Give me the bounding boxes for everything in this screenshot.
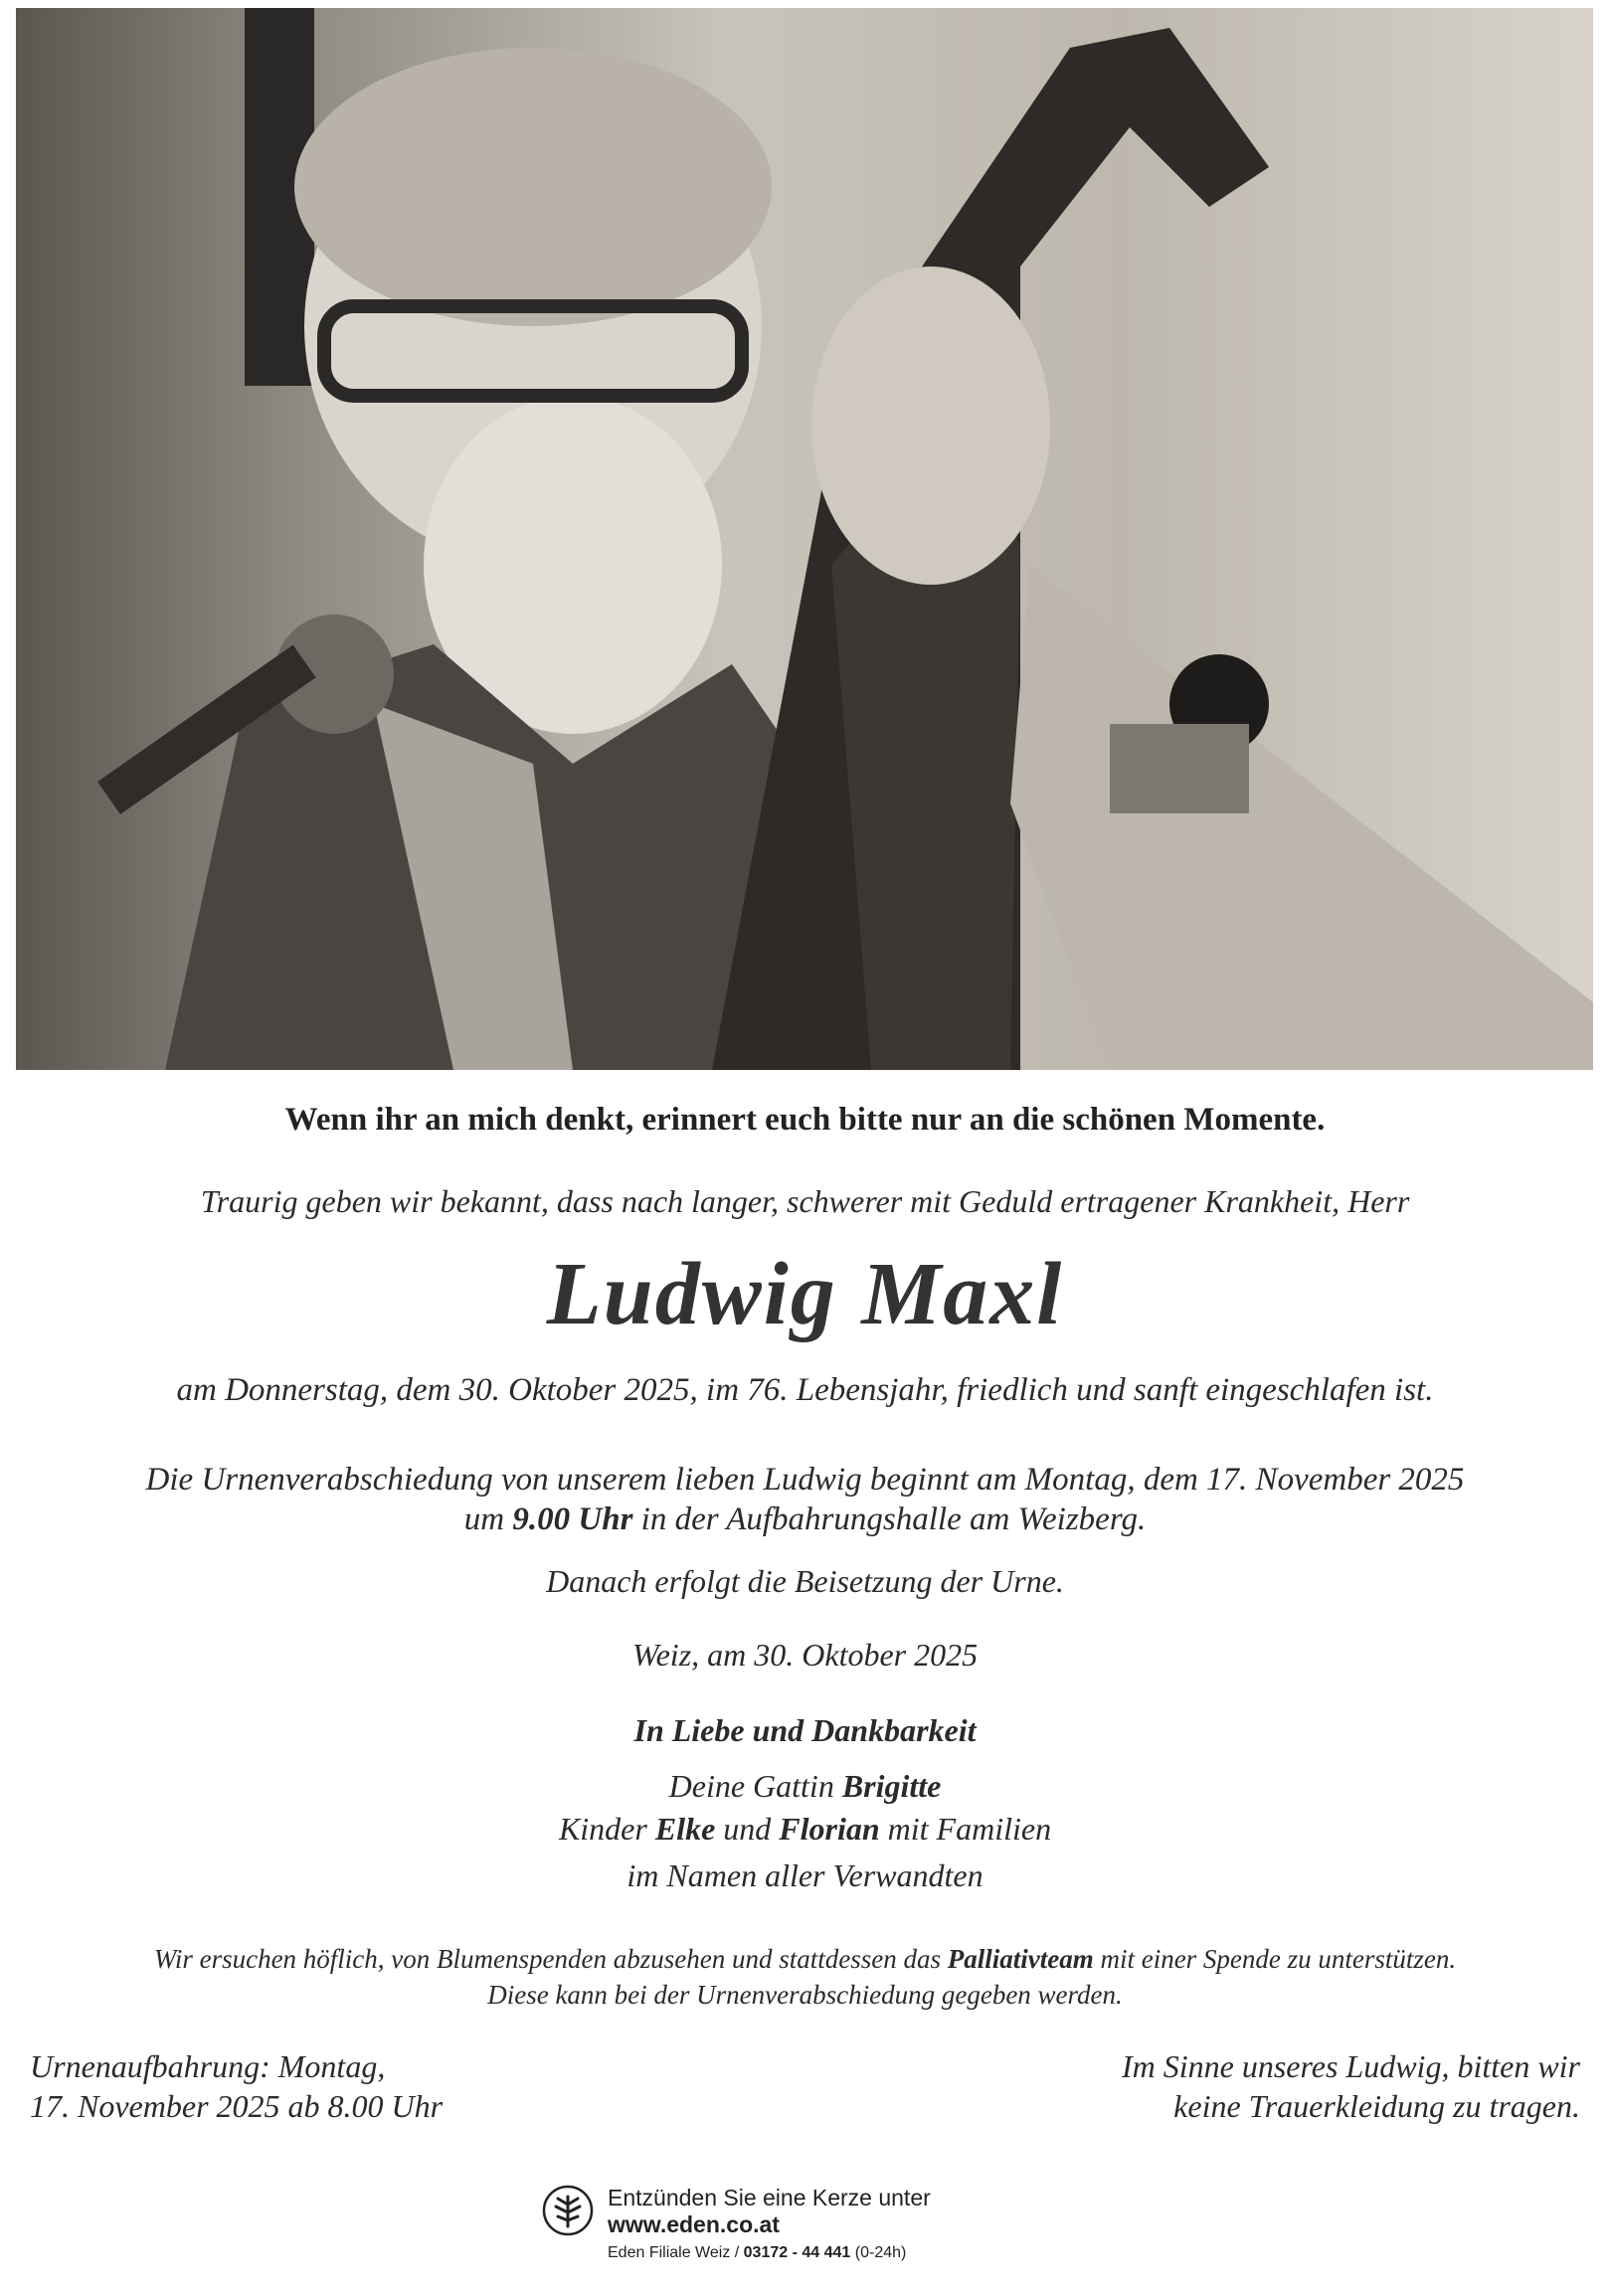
death-notice: am Donnerstag, dem 30. Oktober 2025, im 76. Lebensjahr, friedlich und sanft eingeschlafen ist.: [176, 1372, 1434, 1408]
ceremony-line-2: [0, 1500, 1610, 1539]
dress-code-note: [1122, 2046, 1580, 2126]
kids-post: mit Familien: [887, 1811, 1052, 1847]
footer-text: [608, 2185, 1099, 2262]
wife-name: Brigitte: [841, 1768, 942, 1804]
intro-text: Traurig geben wir bekannt, dass nach langer, schwerer mit Geduld ertragener Krankheit, Herr: [200, 1183, 1410, 1219]
child-1: Elke: [654, 1811, 716, 1847]
ceremony-post: in der Aufbahrungshalle am Weizberg.: [640, 1501, 1147, 1537]
donation-request: [0, 1941, 1610, 2013]
candle-pre: Entzünden Sie eine Kerze unter: [608, 2185, 931, 2210]
ceremony-time: 9.00 Uhr: [512, 1501, 633, 1537]
branch-line: [608, 2244, 1099, 2262]
request-post: mit einer Spende zu unterstützen.: [1100, 1944, 1457, 1974]
viewing-info: [30, 2046, 443, 2126]
love-line: In Liebe und Dankbarkeit: [633, 1712, 977, 1748]
portrait-photo: [16, 8, 1593, 1070]
deceased-name: Ludwig Maxl: [546, 1245, 1064, 1343]
dress-line-1: Im Sinne unseres Ludwig, bitten wir: [1121, 2048, 1580, 2084]
request-org: Palliativteam: [947, 1944, 1094, 1974]
relatives-line: im Namen aller Verwandten: [626, 1857, 984, 1893]
dress-line-2: keine Trauerkleidung zu tragen.: [1173, 2088, 1580, 2124]
and-word: und: [723, 1811, 772, 1847]
portrait-illustration: [16, 8, 1593, 1070]
children-line: [0, 1808, 1610, 1851]
wife-line: [0, 1765, 1610, 1808]
ceremony-line-1: Die Urnenverabschiedung von unserem lieben Ludwig beginnt am Montag, dem 17. November 2025: [145, 1462, 1465, 1498]
branch-name: Eden Filiale Weiz /: [608, 2244, 740, 2261]
burial-note: Danach erfolgt die Beisetzung der Urne.: [546, 1563, 1064, 1599]
phone-number[interactable]: 03172 - 44 441: [743, 2244, 851, 2261]
footer: [542, 2183, 1099, 2261]
viewing-line-1: Urnenaufbahrung: Montag,: [30, 2048, 386, 2084]
viewing-line-2: 17. November 2025 ab 8.00 Uhr: [30, 2088, 444, 2124]
request-pre: Wir ersuchen höflich, von Blumenspenden abzusehen und stattdessen das: [153, 1944, 941, 1974]
request-line-1: [0, 1941, 1610, 1977]
motto: Wenn ihr an mich denkt, erinnert euch bitte nur an die schönen Momente.: [284, 1102, 1326, 1138]
ceremony-pre: um: [463, 1501, 505, 1537]
wife-pre: Deine Gattin: [668, 1768, 834, 1804]
eden-leaf-icon: [542, 2185, 594, 2236]
child-2: Florian: [779, 1811, 880, 1847]
place-date: Weiz, am 30. Oktober 2025: [631, 1637, 979, 1673]
request-line-2: Diese kann bei der Urnenverabschiedung gegeben werden.: [487, 1980, 1123, 2010]
kids-pre: Kinder: [558, 1811, 647, 1847]
phone-hours: (0-24h): [854, 2244, 907, 2261]
candle-line: [608, 2185, 1099, 2238]
candle-link[interactable]: www.eden.co.at: [608, 2211, 780, 2237]
family-signature: [0, 1765, 1610, 1851]
ceremony-info: [0, 1460, 1610, 1539]
